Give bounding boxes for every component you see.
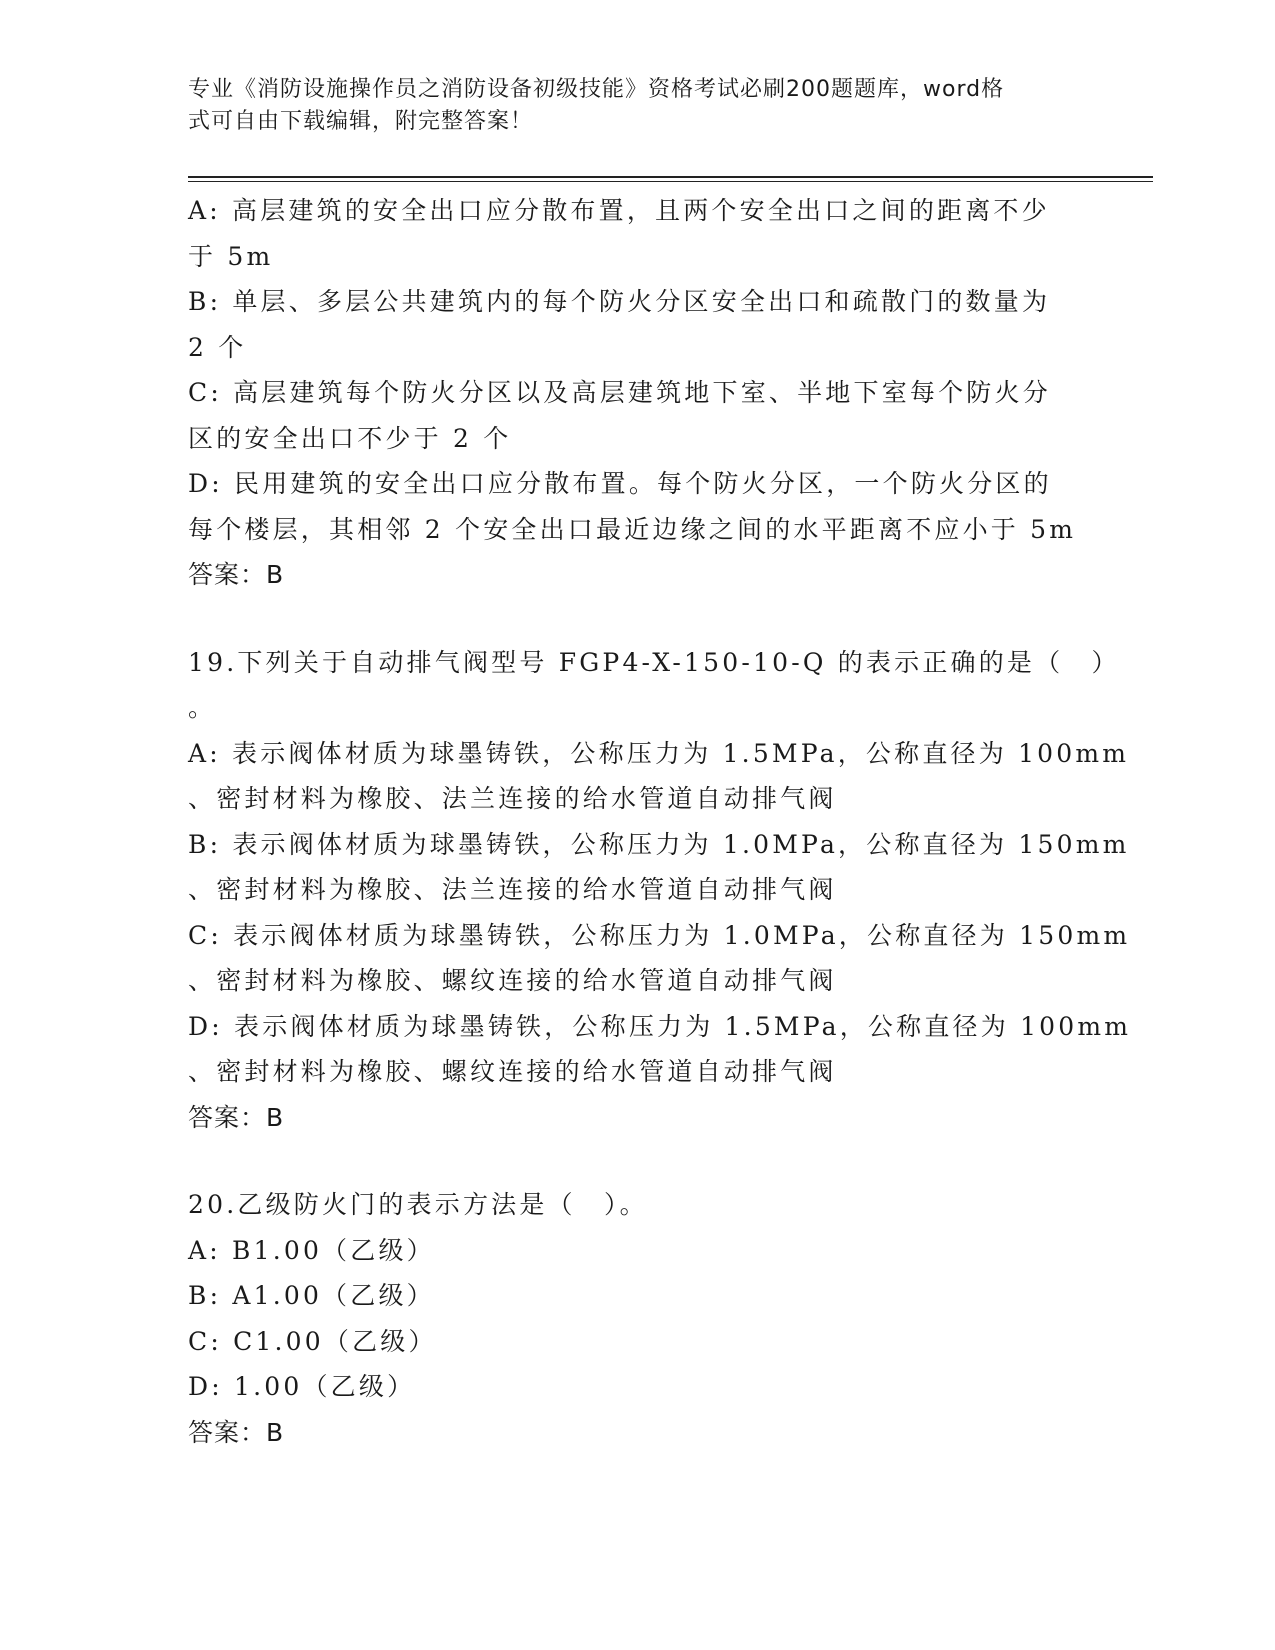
q20-option-c: C: C1.00（乙级） [188, 1326, 437, 1356]
q18-option-d-line-1: D: 民用建筑的安全出口应分散布置。每个防火分区，一个防火分区的 [188, 469, 1052, 498]
header-divider-thin [188, 181, 1153, 182]
document-header [188, 74, 1068, 138]
spacer [188, 598, 1088, 640]
q19-option-b-line-1: B: 表示阀体材质为球墨铸铁，公称压力为 1.0MPa，公称直径为 150mm [188, 829, 1130, 859]
q19-option-c-line-2: 、密封材料为橡胶、螺纹连接的给水管道自动排气阀 [188, 966, 837, 995]
question-18 [188, 188, 1088, 598]
q19-option-d-line-2: 、密封材料为橡胶、螺纹连接的给水管道自动排气阀 [188, 1057, 837, 1086]
header-line-2: 式可自由下载编辑，附完整答案！ [188, 109, 534, 134]
q20-answer: 答案：B [188, 1417, 285, 1447]
q18-option-a-line-2: 于 5m [188, 241, 274, 271]
q18-option-d-line-2: 每个楼层，其相邻 2 个安全出口最近边缘之间的水平距离不应小于 5m [188, 514, 1077, 544]
q19-option-a-line-2: 、密封材料为橡胶、法兰连接的给水管道自动排气阀 [188, 784, 837, 813]
q20-option-a: A: B1.00（乙级） [188, 1235, 435, 1265]
q18-option-c-line-1: C: 高层建筑每个防火分区以及高层建筑地下室、半地下室每个防火分 [188, 378, 1051, 407]
q18-option-b-line-1: B: 单层、多层公共建筑内的每个防火分区安全出口和疏散门的数量为 [188, 287, 1051, 316]
q18-option-c-line-2: 区的安全出口不少于 2 个 [188, 423, 512, 453]
question-content [188, 188, 1132, 1455]
q18-option-a-line-1: A: 高层建筑的安全出口应分散布置，且两个安全出口之间的距离不少 [188, 196, 1050, 225]
q19-option-c-line-1: C: 表示阀体材质为球墨铸铁，公称压力为 1.0MPa，公称直径为 150mm [188, 920, 1131, 950]
q20-option-d: D: 1.00（乙级） [188, 1372, 416, 1401]
q19-stem-line-1: 19.下列关于自动排气阀型号 FGP4-X-150-10-Q 的表示正确的是（ ） [188, 647, 1120, 677]
question-20 [188, 1182, 1088, 1455]
q18-option-b-line-2: 2 个 [188, 332, 247, 362]
q18-answer: 答案：B [188, 560, 285, 589]
question-19 [188, 640, 1132, 1141]
q20-stem: 20.乙级防火门的表示方法是（ ）。 [188, 1190, 648, 1219]
q19-option-a-line-1: A: 表示阀体材质为球墨铸铁，公称压力为 1.5MPa，公称直径为 100mm [188, 738, 1130, 768]
spacer [188, 1140, 1088, 1182]
q19-option-b-line-2: 、密封材料为橡胶、法兰连接的给水管道自动排气阀 [188, 875, 837, 904]
header-divider-thick [188, 176, 1153, 178]
header-line-1: 专业《消防设施操作员之消防设备初级技能》资格考试必刷200题题库，word格 [188, 77, 1005, 102]
q20-option-b: B: A1.00（乙级） [188, 1281, 435, 1310]
q19-stem-line-2: 。 [188, 693, 217, 722]
q19-option-d-line-1: D: 表示阀体材质为球墨铸铁，公称压力为 1.5MPa，公称直径为 100mm [188, 1011, 1132, 1041]
q19-answer: 答案：B [188, 1102, 285, 1132]
